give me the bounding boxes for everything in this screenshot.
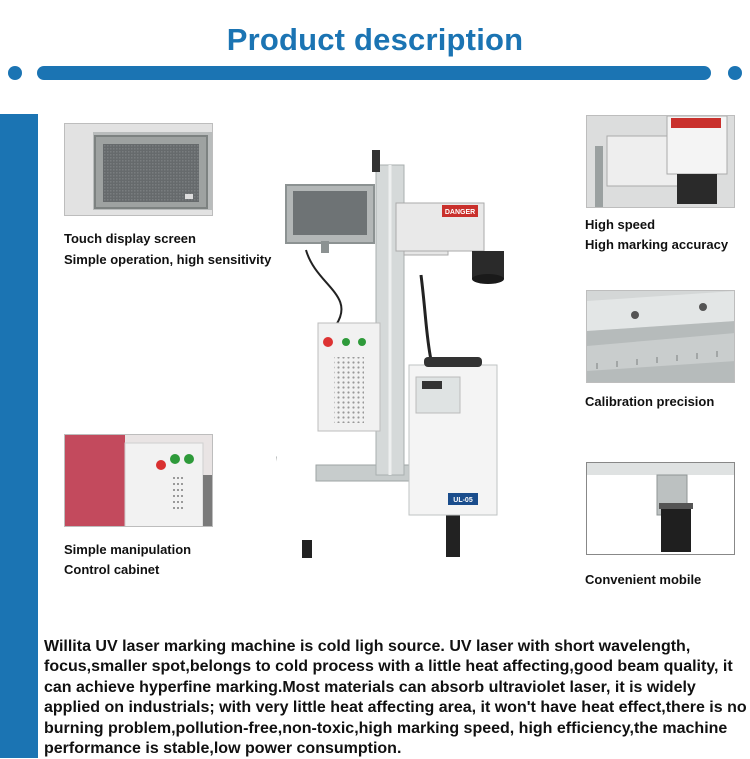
caster-wheel-photo-icon xyxy=(587,463,735,555)
header-dot-right xyxy=(728,66,742,80)
high-speed-caption-2: High marking accuracy xyxy=(585,235,728,255)
uv-laser-machine-icon xyxy=(276,145,506,565)
touch-display-image xyxy=(64,123,213,216)
laser-head-photo-icon xyxy=(587,116,735,208)
header-dot-left xyxy=(8,66,22,80)
machine-image xyxy=(276,145,506,565)
control-cabinet-photo-icon xyxy=(65,435,213,527)
touch-display-caption-2: Simple operation, high sensitivity xyxy=(64,250,271,270)
side-accent-bar xyxy=(0,114,38,758)
header-rule xyxy=(37,66,711,80)
page-title: Product description xyxy=(0,22,750,58)
high-speed-caption-1: High speed xyxy=(585,215,655,235)
product-description: Willita UV laser marking machine is cold ligh source. UV laser with short wavelength, focus,smaller spot,belongs to cold process with a little heat affecting,good beam quality, it can achieve hyperfine marking.Most materials can absorb ultraviolet laser, it is widely applied on industrials; with very little heat affecting area, it won't have heat effect,there is no burning problem,pollution-free,non-toxic,high marking speed, high efficiency,the machine performance is stable,low power consumption. xyxy=(44,637,748,759)
calibration-rail-image xyxy=(586,290,735,383)
control-cabinet-caption-2: Control cabinet xyxy=(64,560,159,580)
danger-label: DANGER xyxy=(445,209,475,216)
touch-display-photo-icon xyxy=(65,124,213,216)
mobile-caption: Convenient mobile xyxy=(585,570,701,590)
calibration-rail-photo-icon xyxy=(587,291,735,383)
touch-display-caption-1: Touch display screen xyxy=(64,229,196,249)
caster-wheel-image xyxy=(586,462,735,555)
calibration-caption: Calibration precision xyxy=(585,392,714,412)
control-cabinet-caption-1: Simple manipulation xyxy=(64,540,191,560)
chiller-label: UL-05 xyxy=(453,497,473,504)
laser-head-image xyxy=(586,115,735,208)
control-cabinet-image xyxy=(64,434,213,527)
